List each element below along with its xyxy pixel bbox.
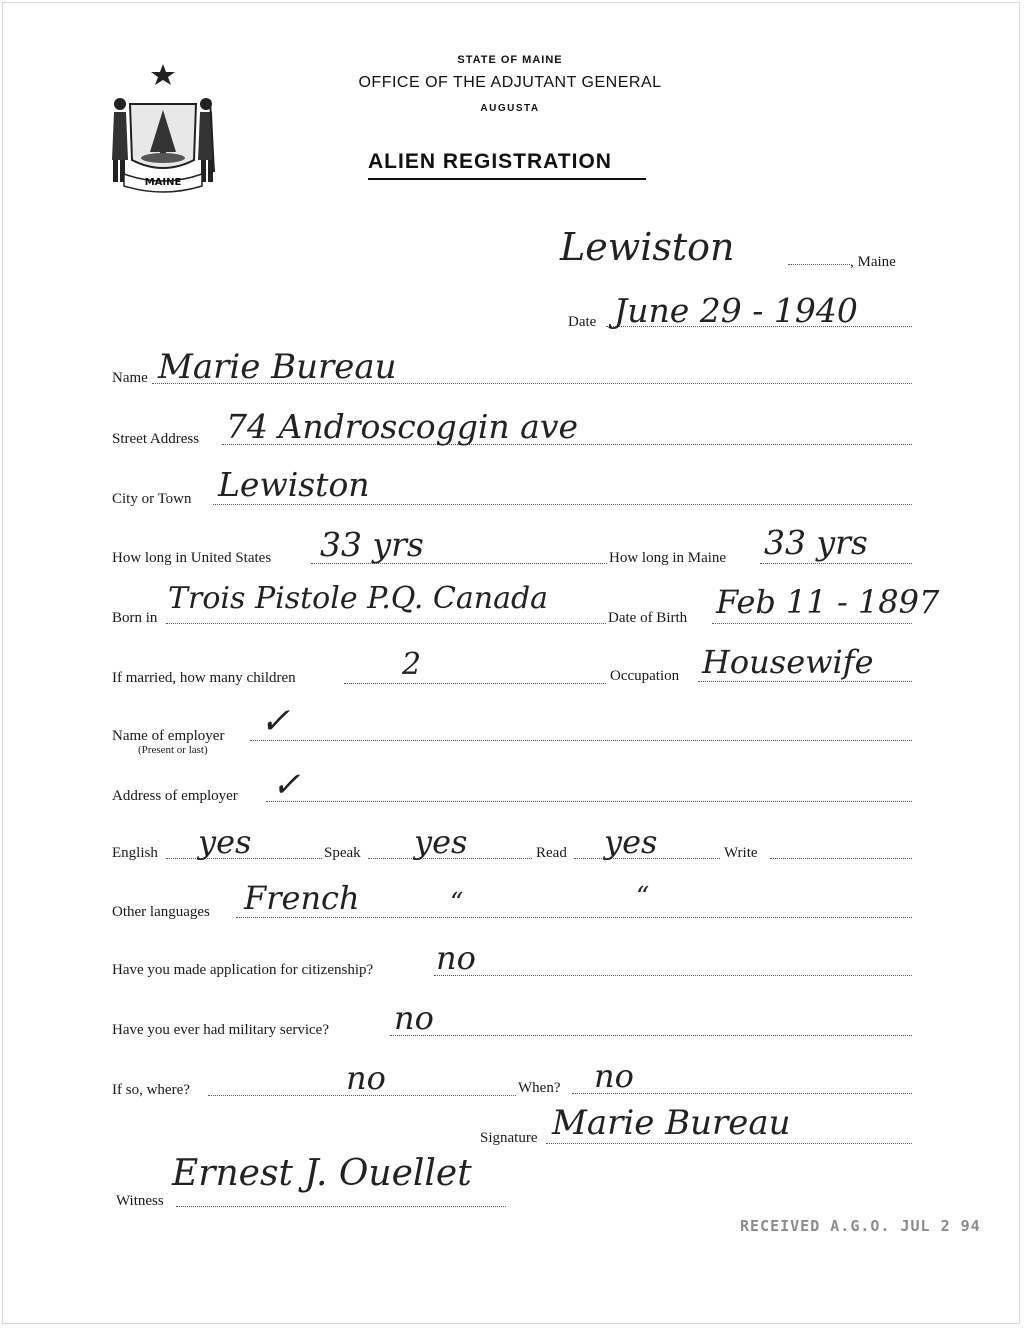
how-long-maine-dots <box>760 563 912 564</box>
other-languages-dots <box>236 917 912 918</box>
other-languages-ditto-1: “ <box>450 888 464 918</box>
city-dots <box>213 504 912 505</box>
children-dots <box>344 683 606 684</box>
signature-label: Signature <box>480 1130 538 1146</box>
how-long-maine-value: 33 yrs <box>764 523 868 562</box>
children-value: 2 <box>402 647 422 682</box>
born-in-dots <box>166 623 606 624</box>
date-value: June 29 - 1940 <box>614 291 858 330</box>
children-label: If married, how many children <box>112 670 296 686</box>
employer-address-label: Address of employer <box>112 788 238 804</box>
received-stamp <box>740 1217 991 1235</box>
read-value: yes <box>604 823 658 861</box>
employer-name-label: Name of employer <box>112 728 225 744</box>
place-suffix: , Maine <box>850 254 896 270</box>
write-label: Write <box>724 845 758 861</box>
military-label: Have you ever had military service? <box>112 1022 329 1038</box>
military-dots <box>390 1035 912 1036</box>
employer-address-dots <box>266 801 912 802</box>
how-long-us-label: How long in United States <box>112 550 272 566</box>
date-of-birth-dots <box>712 623 912 624</box>
date-of-birth-label: Date of Birth <box>608 610 688 626</box>
place-dots <box>788 264 850 265</box>
born-in-value: Trois Pistole P.Q. Canada <box>168 581 549 616</box>
svg-text:MAINE: MAINE <box>144 177 182 188</box>
witness-label: Witness <box>116 1193 164 1209</box>
header-office: OFFICE OF THE ADJUTANT GENERAL <box>358 74 662 91</box>
street-address-value: 74 Androscoggin ave <box>226 407 579 446</box>
read-label: Read <box>536 845 567 861</box>
if-so-where-label: If so, where? <box>112 1082 190 1098</box>
born-in-label: Born in <box>112 610 158 626</box>
english-value: yes <box>198 823 252 861</box>
witness-dots <box>176 1206 506 1207</box>
citizenship-value: no <box>436 939 476 977</box>
english-label: English <box>112 845 158 861</box>
street-address-label: Street Address <box>112 431 200 447</box>
header-state: STATE OF MAINE <box>457 54 563 66</box>
date-label: Date <box>568 314 597 330</box>
signature-value: Marie Bureau <box>552 1103 791 1143</box>
how-long-maine-label: How long in Maine <box>609 550 727 566</box>
stamp-received-text: RECEIVED A.G.O. <box>740 1217 891 1235</box>
occupation-dots <box>698 681 912 682</box>
when-label: When? <box>518 1080 561 1096</box>
place-value: Lewiston <box>560 225 735 269</box>
if-so-where-value: no <box>346 1059 386 1097</box>
other-languages-ditto-2: “ <box>636 882 650 912</box>
occupation-value: Housewife <box>702 643 874 681</box>
date-of-birth-value: Feb 11 - 1897 <box>716 583 940 621</box>
employer-name-dots <box>250 740 912 741</box>
occupation-label: Occupation <box>610 668 680 684</box>
stamp-date-text: JUL 2 <box>900 1217 951 1235</box>
employer-name-sublabel: (Present or last) <box>138 744 208 756</box>
other-languages-value: French <box>244 879 360 917</box>
city-value: Lewiston <box>218 465 370 504</box>
title-underline <box>368 178 646 180</box>
employer-address-value: ✓ <box>272 765 301 805</box>
form-title: ALIEN REGISTRATION <box>368 150 612 173</box>
other-languages-label: Other languages <box>112 904 210 920</box>
citizenship-dots <box>434 975 912 976</box>
speak-label: Speak <box>324 845 361 861</box>
employer-name-value: ✓ <box>260 701 291 742</box>
speak-value: yes <box>414 823 468 861</box>
citizenship-label: Have you made application for citizenship? <box>112 962 374 978</box>
witness-value: Ernest J. Ouellet <box>172 1153 472 1194</box>
signature-dots <box>546 1143 912 1144</box>
write-dots <box>770 858 912 859</box>
name-value: Marie Bureau <box>158 347 397 387</box>
when-value: no <box>594 1057 634 1095</box>
city-label: City or Town <box>112 491 192 507</box>
state-seal-image <box>110 60 216 194</box>
stamp-year-text: 94 <box>960 1217 981 1235</box>
how-long-us-value: 33 yrs <box>320 525 424 564</box>
name-label: Name <box>112 370 148 386</box>
military-value: no <box>394 999 434 1037</box>
header-city: AUGUSTA <box>480 103 540 114</box>
